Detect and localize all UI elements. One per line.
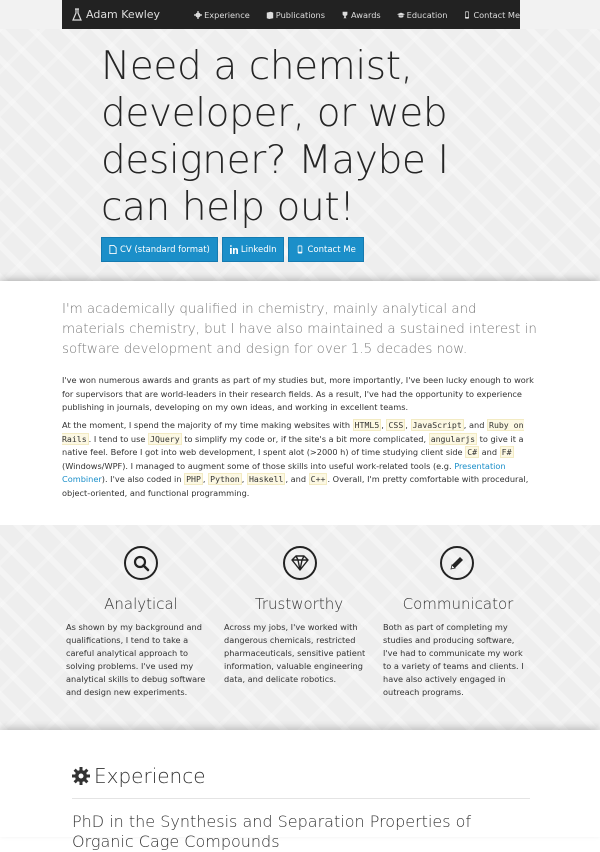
navbar <box>0 0 600 29</box>
tech-tag: F# <box>501 447 512 457</box>
pencil-icon <box>448 554 466 572</box>
linkedin-button[interactable] <box>222 237 285 262</box>
book-icon <box>266 11 274 19</box>
skill-description: As shown by my background and qualifications, I tend to take a careful analytical approach to solving problems. I've used my analytical skills to debug software and design new experiments. <box>66 622 206 697</box>
text-run: to simplify my code or, if the site's a bit more complicated, <box>181 433 429 444</box>
skill-icon-circle <box>124 546 158 580</box>
nav-link-label: Experience <box>204 9 250 20</box>
skill-title: Trustworthy <box>254 595 344 613</box>
gear-icon <box>194 11 202 19</box>
text-run: (Windows/WPF). I managed to augment some of those skills into useful work-related tools (e.g. <box>62 460 455 471</box>
gear-icon <box>72 767 90 785</box>
nav-link-label: Contact Me <box>473 9 520 20</box>
skill-icon-circle <box>440 546 474 580</box>
text-run: , <box>202 474 209 484</box>
nav-link-experience[interactable] <box>194 10 250 20</box>
divider <box>72 798 530 799</box>
diamond-icon <box>291 554 309 572</box>
intro-section <box>0 281 600 525</box>
tech-tag: C++ <box>310 474 326 484</box>
document-icon <box>109 245 117 254</box>
tech-tag: JavaScript <box>412 420 462 430</box>
hero-section <box>0 29 600 281</box>
nav-link-label: Education <box>406 9 448 20</box>
brand-link[interactable] <box>71 8 184 22</box>
text-run: ). I've also coded in <box>101 474 185 484</box>
experience-section <box>0 730 600 851</box>
text-run: At the moment, I spend the majority of my time making websites with <box>62 420 353 430</box>
nav-link-label: Awards <box>351 9 381 20</box>
contact-button-label: Contact Me <box>307 244 356 255</box>
nav-link-education[interactable] <box>397 10 448 20</box>
text-run: , and <box>285 474 309 484</box>
graduation-cap-icon <box>397 11 405 19</box>
skill-title: Communicator <box>402 595 514 613</box>
contact-button[interactable] <box>288 237 363 262</box>
intro-lead: I'm academically qualified in chemistry, mainly analytical and materials chemistry, but I have also maintained a sustained interest in software development and design for over 1.5 decades now. <box>62 302 537 357</box>
brand-name: Adam Kewley <box>86 8 161 21</box>
experience-item-title: PhD in the Synthesis and Separation Properties of Organic Cage Compounds <box>72 812 472 851</box>
text-run: , <box>241 474 247 484</box>
skills-section <box>0 525 600 730</box>
tech-tag: CSS <box>388 420 404 430</box>
phone-icon <box>296 245 304 254</box>
cv-button-label: CV (standard format) <box>120 244 210 255</box>
text-run: , <box>405 420 411 430</box>
tech-tag: angularjs <box>430 433 476 444</box>
nav-link-label: Publications <box>275 9 325 20</box>
tech-tag: C# <box>467 447 478 457</box>
linkedin-icon <box>230 245 238 254</box>
intro-paragraph-awards: I've won numerous awards and grants as part of my studies but, more importantly, I've been lucky enough to work for supervisors that are world-leaders in their research fields. As a result, I've had the opportunity to experience publishing in journals, developing on my own ideas, and working in excellent teams. <box>62 375 534 412</box>
hero-buttons <box>101 237 368 262</box>
skill-icon-circle <box>283 546 317 580</box>
text-run: , <box>381 420 387 430</box>
trophy-icon <box>341 11 349 19</box>
text-run: and <box>479 447 500 457</box>
phone-icon <box>463 11 471 19</box>
intro-paragraph-skills <box>62 419 540 500</box>
tech-tag: HTML5 <box>354 420 380 430</box>
text-run: . Overall, I'm pretty comfortable with procedural, object-oriented, and functional programming. <box>62 474 529 498</box>
nav-link-awards[interactable] <box>341 10 381 20</box>
tech-tag: Haskell <box>248 474 284 484</box>
nav-link-contact[interactable] <box>463 10 520 20</box>
tech-tag: Python <box>210 474 240 484</box>
experience-heading <box>72 764 206 788</box>
search-icon <box>132 554 150 572</box>
linkedin-button-label: LinkedIn <box>240 244 277 255</box>
skill-description: Both as part of completing my studies and producing software, I've had to communicate my work to a variety of teams and clients. I have also actively engaged in outreach programs. <box>383 622 524 697</box>
tech-tag: Ruby on Rails <box>62 420 524 444</box>
tech-tag: JQuery <box>150 433 180 444</box>
text-run: , and <box>463 420 488 430</box>
experience-heading-text: Experience <box>94 764 206 788</box>
skill-title: Analytical <box>104 595 178 613</box>
nav-link-publications[interactable] <box>266 10 325 20</box>
skill-description: Across my jobs, I've worked with dangerous chemicals, restricted pharmaceuticals, sensitive patient information, valuable engineering data, and delicate robotics. <box>224 622 366 684</box>
tech-tag: PHP <box>186 474 201 484</box>
navbar-inner <box>62 0 520 29</box>
text-run: . I tend to use <box>88 433 149 444</box>
cv-button[interactable] <box>101 237 218 262</box>
nav-links <box>194 10 520 20</box>
hero-title: Need a chemist, developer, or web designer? Maybe I can help out! <box>101 44 449 230</box>
presentation-combiner-link[interactable]: Presentation Combiner <box>62 460 506 484</box>
text-run: to give it a native feel. Before I got into web development, I spent alot (>2000 h) of time studying client side <box>62 433 524 457</box>
flask-icon <box>71 8 83 22</box>
